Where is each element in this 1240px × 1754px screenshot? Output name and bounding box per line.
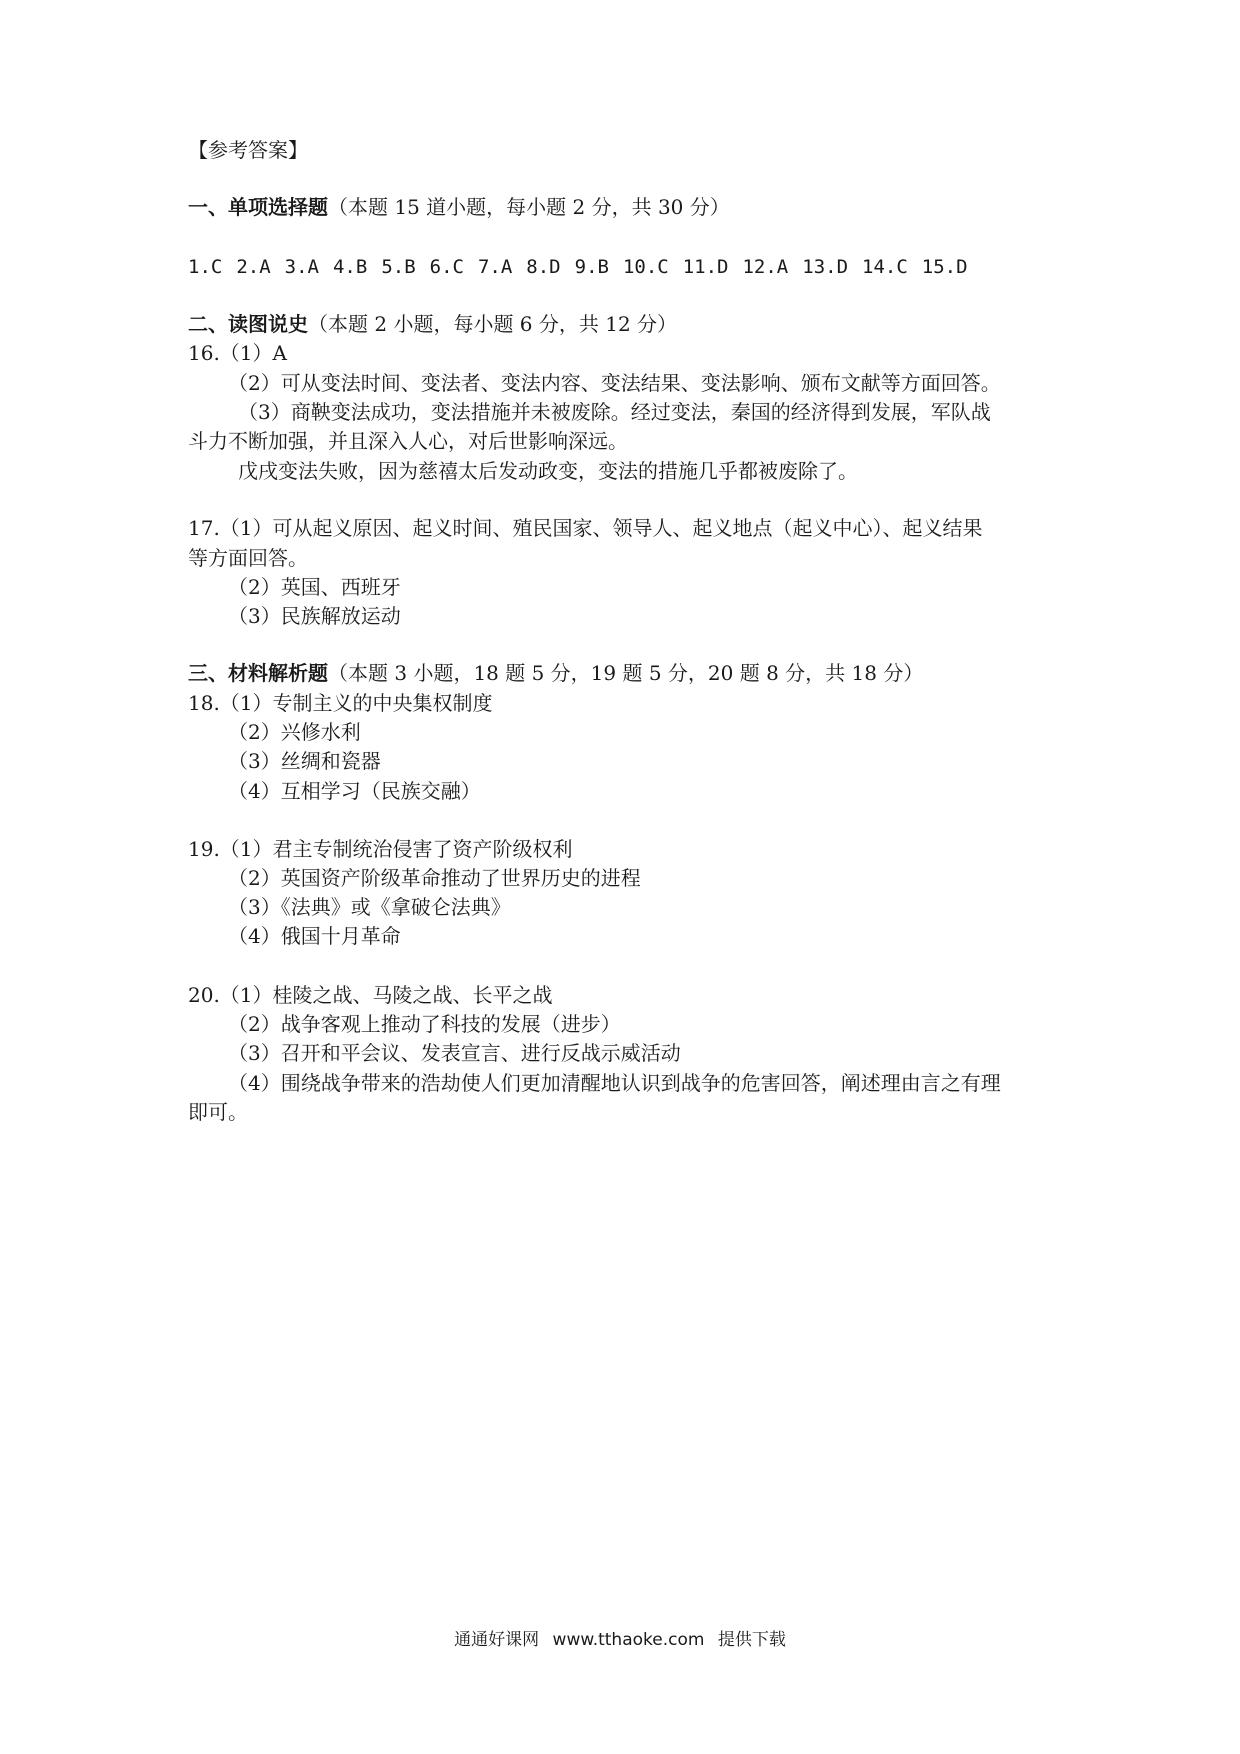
choice-answer: 9.B	[574, 256, 609, 278]
q16-part4: 戊戌变法失败，因为慈禧太后发动政变，变法的措施几乎都被废除了。	[238, 459, 858, 483]
section3-note: （本题 3 小题，18 题 5 分，19 题 5 分，20 题 8 分，共 18 分）	[328, 661, 924, 685]
footer-site-name: 通通好课网	[454, 1630, 540, 1650]
choice-answer: 4.B	[332, 256, 368, 278]
q19-part2: （2）英国资产阶级革命推动了世界历史的进程	[228, 866, 641, 890]
choice-answer: 5.B	[381, 256, 416, 278]
q20-part1: 20.（1）桂陵之战、马陵之战、长平之战	[188, 983, 553, 1007]
q18-part4: （4）互相学习（民族交融）	[228, 779, 481, 803]
section2-header	[188, 309, 677, 339]
section1-header	[188, 192, 730, 222]
q20-part4-line2: 即可。	[188, 1100, 248, 1124]
choice-answer: 2.A	[236, 256, 271, 278]
q17-part1-line2: 等方面回答。	[188, 546, 308, 570]
section2-heading: 二、读图说史	[188, 312, 308, 336]
q16-part1: 16.（1）A	[188, 341, 287, 365]
section1-heading: 一、单项选择题	[188, 195, 328, 219]
q17-part3: （3）民族解放运动	[228, 604, 401, 628]
section3-heading: 三、材料解析题	[188, 661, 328, 685]
section1-note: （本题 15 道小题，每小题 2 分，共 30 分）	[328, 195, 730, 219]
q19-part1: 19.（1）君主专制统治侵害了资产阶级权利	[188, 837, 573, 861]
choice-answer: 7.A	[477, 256, 513, 278]
choice-answer: 12.A	[742, 256, 789, 278]
choice-answers	[188, 252, 982, 282]
q16-part3-line2: 斗力不断加强，并且深入人心，对后世影响深远。	[188, 429, 628, 453]
choice-answer: 10.C	[622, 256, 669, 278]
q18-part2: （2）兴修水利	[228, 720, 361, 744]
choice-answer: 1.C	[188, 256, 223, 278]
choice-answer: 8.D	[526, 256, 561, 278]
choice-answer: 13.D	[802, 256, 849, 278]
q16-part2: （2）可从变法时间、变法者、变法内容、变法结果、变法影响、颁布文献等方面回答。	[228, 371, 1001, 395]
footer-url[interactable]: www.tthaoke.com	[552, 1630, 705, 1650]
choice-answer: 3.A	[284, 256, 319, 278]
choice-answer: 14.C	[862, 256, 908, 278]
choice-answer: 6.C	[429, 256, 464, 278]
section3-header	[188, 658, 923, 688]
q20-part3: （3）召开和平会议、发表宣言、进行反战示威活动	[228, 1041, 681, 1065]
q18-part3: （3）丝绸和瓷器	[228, 749, 381, 773]
choice-answer: 15.D	[921, 256, 968, 278]
q17-part1-line1: 17.（1）可从起义原因、起义时间、殖民国家、领导人、起义地点（起义中心）、起义结果	[188, 516, 983, 540]
q17-part2: （2）英国、西班牙	[228, 575, 401, 599]
q19-part3: （3）《法典》或《拿破仑法典》	[228, 895, 511, 919]
q19-part4: （4）俄国十月革命	[228, 924, 401, 948]
q20-part2: （2）战争客观上推动了科技的发展（进步）	[228, 1012, 621, 1036]
q20-part4-line1: （4）围绕战争带来的浩劫使人们更加清醒地认识到战争的危害回答，阐述理由言之有理	[228, 1071, 1001, 1095]
q16-part3-line1: （3）商鞅变法成功，变法措施并未被废除。经过变法，秦国的经济得到发展，军队战	[238, 400, 991, 424]
footer-download-text: 提供下载	[717, 1630, 786, 1650]
choice-answer: 11.D	[682, 256, 729, 278]
footer	[0, 1625, 1240, 1650]
section2-note: （本题 2 小题，每小题 6 分，共 12 分）	[308, 312, 678, 336]
q18-part1: 18.（1）专制主义的中央集权制度	[188, 691, 493, 715]
page-title: 【参考答案】	[188, 138, 308, 162]
